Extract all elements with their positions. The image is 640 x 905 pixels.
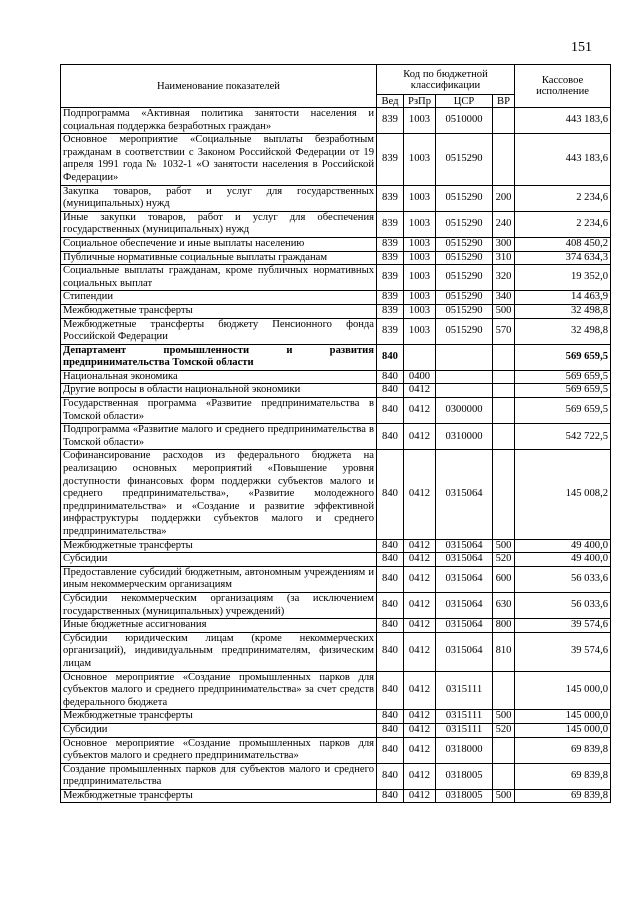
- cell-vr: 240: [493, 211, 515, 237]
- cell-name: Межбюджетные трансферты бюджету Пенсионного фонда Российской Федерации: [61, 318, 377, 344]
- cell-csr: 0515290: [436, 134, 493, 185]
- cell-ved: 840: [377, 553, 404, 567]
- cell-csr: 0318000: [436, 737, 493, 763]
- cell-rzpr: 0412: [404, 398, 436, 424]
- cell-vr: 500: [493, 304, 515, 318]
- cell-rzpr: 1003: [404, 134, 436, 185]
- cell-name: Субсидии: [61, 723, 377, 737]
- budget-table: [60, 64, 611, 803]
- cell-rzpr: 0412: [404, 424, 436, 450]
- cell-rzpr: 0412: [404, 539, 436, 553]
- table-row: [61, 763, 611, 789]
- table-header: [61, 65, 611, 108]
- cell-ved: 839: [377, 211, 404, 237]
- cell-name: Основное мероприятие «Создание промышленных парков для субъектов малого и среднего предпринимательства» за счет средств федерального бюджета: [61, 671, 377, 710]
- cell-name: Межбюджетные трансферты: [61, 539, 377, 553]
- table-row: [61, 384, 611, 398]
- header-csr: ЦСР: [436, 95, 493, 108]
- cell-vr: 800: [493, 619, 515, 633]
- cell-ved: 839: [377, 134, 404, 185]
- cell-vr: [493, 384, 515, 398]
- cell-csr: 0315064: [436, 619, 493, 633]
- cell-name: Иные бюджетные ассигнования: [61, 619, 377, 633]
- cell-vr: [493, 344, 515, 370]
- cell-ved: 840: [377, 710, 404, 724]
- cell-ved: 840: [377, 384, 404, 398]
- table-row: [61, 134, 611, 185]
- cell-ved: 839: [377, 108, 404, 134]
- cell-csr: 0300000: [436, 398, 493, 424]
- cell-name: Стипендии: [61, 291, 377, 305]
- table-row: [61, 185, 611, 211]
- cell-vr: 500: [493, 710, 515, 724]
- cell-vr: [493, 763, 515, 789]
- cell-rzpr: 1003: [404, 291, 436, 305]
- cell-amount: 32 498,8: [515, 318, 611, 344]
- header-code-group: Код по бюджетной классификации: [377, 65, 515, 95]
- cell-ved: 839: [377, 291, 404, 305]
- table-row: [61, 710, 611, 724]
- cell-amount: 542 722,5: [515, 424, 611, 450]
- cell-name: Подпрограмма «Активная политика занятости населения и социальная поддержка безработных граждан»: [61, 108, 377, 134]
- cell-csr: 0315064: [436, 450, 493, 539]
- cell-name: Публичные нормативные социальные выплаты гражданам: [61, 251, 377, 265]
- cell-csr: 0515290: [436, 265, 493, 291]
- table-row: [61, 553, 611, 567]
- table-row: [61, 237, 611, 251]
- cell-ved: 840: [377, 632, 404, 671]
- cell-ved: 839: [377, 251, 404, 265]
- cell-amount: 39 574,6: [515, 632, 611, 671]
- cell-csr: 0515290: [436, 291, 493, 305]
- cell-ved: 840: [377, 723, 404, 737]
- cell-ved: 840: [377, 737, 404, 763]
- table-body: [61, 108, 611, 803]
- cell-ved: 839: [377, 318, 404, 344]
- cell-amount: 56 033,6: [515, 592, 611, 618]
- cell-vr: 500: [493, 789, 515, 803]
- cell-amount: 69 839,8: [515, 789, 611, 803]
- cell-csr: 0515290: [436, 251, 493, 265]
- cell-csr: 0315111: [436, 723, 493, 737]
- cell-amount: 569 659,5: [515, 344, 611, 370]
- cell-amount: 69 839,8: [515, 737, 611, 763]
- table-row: [61, 318, 611, 344]
- cell-csr: 0315111: [436, 671, 493, 710]
- cell-rzpr: 1003: [404, 265, 436, 291]
- cell-vr: 200: [493, 185, 515, 211]
- cell-ved: 840: [377, 592, 404, 618]
- cell-amount: 374 634,3: [515, 251, 611, 265]
- cell-name: Другие вопросы в области национальной экономики: [61, 384, 377, 398]
- cell-ved: 840: [377, 566, 404, 592]
- cell-amount: 145 000,0: [515, 723, 611, 737]
- cell-name: Создание промышленных парков для субъектов малого и среднего предпринимательства: [61, 763, 377, 789]
- cell-rzpr: 0412: [404, 384, 436, 398]
- cell-name: Основное мероприятие «Создание промышленных парков для субъектов малого и среднего предпринимательства»: [61, 737, 377, 763]
- cell-rzpr: 1003: [404, 211, 436, 237]
- cell-name: Подпрограмма «Развитие малого и среднего предпринимательства в Томской области»: [61, 424, 377, 450]
- cell-csr: 0315064: [436, 592, 493, 618]
- cell-vr: 310: [493, 251, 515, 265]
- cell-csr: 0310000: [436, 424, 493, 450]
- cell-csr: 0515290: [436, 211, 493, 237]
- table-row: [61, 424, 611, 450]
- cell-rzpr: 0412: [404, 592, 436, 618]
- table-row: [61, 632, 611, 671]
- cell-ved: 840: [377, 763, 404, 789]
- cell-ved: 840: [377, 450, 404, 539]
- cell-csr: 0315064: [436, 566, 493, 592]
- cell-csr: 0318005: [436, 763, 493, 789]
- cell-name: Государственная программа «Развитие предпринимательства в Томской области»: [61, 398, 377, 424]
- cell-amount: 145 008,2: [515, 450, 611, 539]
- cell-amount: 49 400,0: [515, 539, 611, 553]
- cell-ved: 839: [377, 185, 404, 211]
- cell-ved: 840: [377, 370, 404, 384]
- cell-ved: 840: [377, 424, 404, 450]
- cell-ved: 840: [377, 789, 404, 803]
- cell-ved: 840: [377, 398, 404, 424]
- cell-vr: [493, 737, 515, 763]
- cell-name: Субсидии некоммерческим организациям (за исключением государственных (муниципальных) учреждений): [61, 592, 377, 618]
- cell-rzpr: 0412: [404, 710, 436, 724]
- cell-vr: [493, 450, 515, 539]
- cell-csr: 0315064: [436, 632, 493, 671]
- cell-ved: 839: [377, 304, 404, 318]
- header-amount: Кассовое исполнение: [515, 65, 611, 108]
- cell-vr: [493, 424, 515, 450]
- cell-rzpr: 0400: [404, 370, 436, 384]
- cell-amount: 145 000,0: [515, 710, 611, 724]
- table-row: [61, 723, 611, 737]
- table-row: [61, 450, 611, 539]
- cell-csr: 0510000: [436, 108, 493, 134]
- table-row: [61, 344, 611, 370]
- cell-amount: 443 183,6: [515, 134, 611, 185]
- cell-amount: 443 183,6: [515, 108, 611, 134]
- cell-rzpr: 0412: [404, 553, 436, 567]
- cell-amount: 49 400,0: [515, 553, 611, 567]
- cell-name: Субсидии юридическим лицам (кроме некоммерческих организаций), индивидуальным предпринимателям, физическим лицам: [61, 632, 377, 671]
- table-row: [61, 592, 611, 618]
- table-row: [61, 539, 611, 553]
- table-row: [61, 398, 611, 424]
- cell-ved: 839: [377, 237, 404, 251]
- cell-ved: 840: [377, 671, 404, 710]
- cell-amount: 408 450,2: [515, 237, 611, 251]
- cell-vr: 520: [493, 723, 515, 737]
- cell-amount: 2 234,6: [515, 211, 611, 237]
- table-row: [61, 108, 611, 134]
- cell-name: Национальная экономика: [61, 370, 377, 384]
- table-row: [61, 671, 611, 710]
- cell-vr: 630: [493, 592, 515, 618]
- cell-rzpr: 0412: [404, 763, 436, 789]
- cell-amount: 69 839,8: [515, 763, 611, 789]
- cell-vr: 600: [493, 566, 515, 592]
- cell-name: Межбюджетные трансферты: [61, 304, 377, 318]
- cell-vr: 570: [493, 318, 515, 344]
- cell-vr: [493, 370, 515, 384]
- cell-rzpr: 0412: [404, 789, 436, 803]
- cell-csr: [436, 370, 493, 384]
- cell-amount: 14 463,9: [515, 291, 611, 305]
- cell-amount: 569 659,5: [515, 398, 611, 424]
- cell-ved: 840: [377, 344, 404, 370]
- cell-vr: 300: [493, 237, 515, 251]
- cell-amount: 145 000,0: [515, 671, 611, 710]
- cell-name: Закупка товаров, работ и услуг для государственных (муниципальных) нужд: [61, 185, 377, 211]
- cell-name: Департамент промышленности и развития предпринимательства Томской области: [61, 344, 377, 370]
- cell-name: Иные закупки товаров, работ и услуг для обеспечения государственных (муниципальных) нужд: [61, 211, 377, 237]
- cell-vr: 810: [493, 632, 515, 671]
- cell-rzpr: 1003: [404, 318, 436, 344]
- table-row: [61, 211, 611, 237]
- cell-csr: [436, 344, 493, 370]
- cell-rzpr: 0412: [404, 737, 436, 763]
- cell-amount: 569 659,5: [515, 384, 611, 398]
- table-row: [61, 265, 611, 291]
- cell-rzpr: 0412: [404, 671, 436, 710]
- cell-rzpr: 1003: [404, 304, 436, 318]
- header-rzpr: РзПр: [404, 95, 436, 108]
- cell-csr: [436, 384, 493, 398]
- header-ved: Вед: [377, 95, 404, 108]
- cell-name: Социальные выплаты гражданам, кроме публичных нормативных социальных выплат: [61, 265, 377, 291]
- cell-ved: 840: [377, 619, 404, 633]
- table-row: [61, 737, 611, 763]
- cell-csr: 0318005: [436, 789, 493, 803]
- cell-vr: [493, 134, 515, 185]
- cell-rzpr: 0412: [404, 566, 436, 592]
- cell-rzpr: 0412: [404, 723, 436, 737]
- cell-vr: [493, 398, 515, 424]
- cell-csr: 0515290: [436, 237, 493, 251]
- table-row: [61, 370, 611, 384]
- table-row: [61, 291, 611, 305]
- cell-ved: 839: [377, 265, 404, 291]
- cell-rzpr: 1003: [404, 251, 436, 265]
- cell-rzpr: 1003: [404, 237, 436, 251]
- cell-ved: 840: [377, 539, 404, 553]
- cell-rzpr: 1003: [404, 108, 436, 134]
- cell-amount: 32 498,8: [515, 304, 611, 318]
- table-row: [61, 251, 611, 265]
- cell-name: Межбюджетные трансферты: [61, 710, 377, 724]
- table-row: [61, 789, 611, 803]
- cell-name: Предоставление субсидий бюджетным, автономным учреждениям и иным некоммерческим организациям: [61, 566, 377, 592]
- table-row: [61, 566, 611, 592]
- cell-amount: 19 352,0: [515, 265, 611, 291]
- cell-csr: 0515290: [436, 185, 493, 211]
- cell-amount: 39 574,6: [515, 619, 611, 633]
- cell-amount: 2 234,6: [515, 185, 611, 211]
- cell-vr: 340: [493, 291, 515, 305]
- cell-vr: 320: [493, 265, 515, 291]
- cell-csr: 0315064: [436, 539, 493, 553]
- cell-vr: 520: [493, 553, 515, 567]
- table-row: [61, 304, 611, 318]
- cell-rzpr: 0412: [404, 450, 436, 539]
- cell-name: Софинансирование расходов из федерального бюджета на реализацию основных мероприятий «Повышение уровня доступности финансовых форм поддержки субъектов малого и среднего предпринимательства», «Развитие молодежного предпринимательства» и «Создание и развитие эффективной инфраструктуры поддержки субъектов малого и среднего предпринимательства»: [61, 450, 377, 539]
- cell-name: Социальное обеспечение и иные выплаты населению: [61, 237, 377, 251]
- cell-vr: [493, 108, 515, 134]
- cell-rzpr: 0412: [404, 619, 436, 633]
- cell-csr: 0515290: [436, 304, 493, 318]
- cell-csr: 0315064: [436, 553, 493, 567]
- cell-name: Основное мероприятие «Социальные выплаты безработным гражданам в соответствии с Законом Российской Федерации от 19 апреля 1991 года № 1032-1 «О занятости населения в Российской Федерации»: [61, 134, 377, 185]
- cell-amount: 569 659,5: [515, 370, 611, 384]
- cell-rzpr: 0412: [404, 632, 436, 671]
- header-name: Наименование показателей: [61, 65, 377, 108]
- table-row: [61, 619, 611, 633]
- page-number: 151: [571, 40, 592, 55]
- cell-csr: 0515290: [436, 318, 493, 344]
- header-vr: ВР: [493, 95, 515, 108]
- cell-name: Межбюджетные трансферты: [61, 789, 377, 803]
- cell-vr: 500: [493, 539, 515, 553]
- cell-vr: [493, 671, 515, 710]
- cell-rzpr: [404, 344, 436, 370]
- cell-amount: 56 033,6: [515, 566, 611, 592]
- cell-name: Субсидии: [61, 553, 377, 567]
- cell-rzpr: 1003: [404, 185, 436, 211]
- cell-csr: 0315111: [436, 710, 493, 724]
